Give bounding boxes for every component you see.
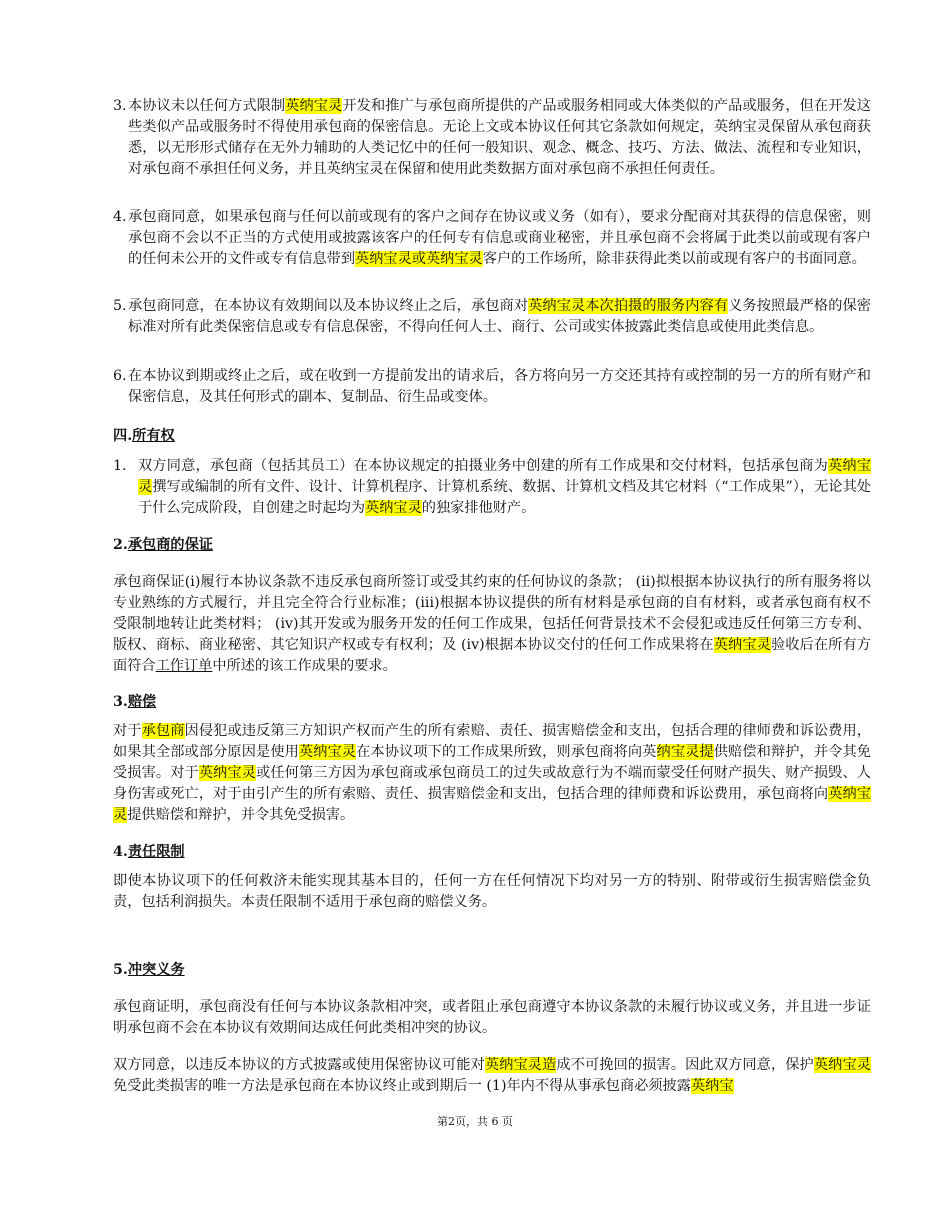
text-segment: 成不可挽回的损害。因此双方同意，保护 <box>556 1057 814 1073</box>
section-title: 赔偿 <box>127 694 157 710</box>
text-segment: 对于 <box>113 723 142 739</box>
section-number: 4. <box>113 844 128 860</box>
section-heading-conflict <box>113 960 871 981</box>
page-footer: 第2页，共 6 页 <box>437 1115 513 1128</box>
clause-item-6 <box>113 366 871 408</box>
highlighted-text: 英纳宝灵 <box>813 1057 871 1073</box>
text-segment: 中所述的该工作成果的要求。 <box>212 658 397 674</box>
text-segment: 在本协议项下的工作成果所致，则承包商将向英 <box>356 744 657 760</box>
text-segment: 验收后在所有方面符合 <box>113 637 871 674</box>
clause-item-5 <box>113 296 871 338</box>
highlighted-text: 英纳宝灵 <box>113 786 871 823</box>
clause-item-4 <box>113 207 871 270</box>
highlighted-text: 英纳宝灵或英纳宝灵 <box>355 251 483 267</box>
clause-text <box>113 366 871 408</box>
clause-text <box>113 456 871 519</box>
text-segment: 提供赔偿和辩护，并令其免受损害。 <box>127 807 355 823</box>
clause-number: 6. <box>113 368 127 384</box>
text-segment: 撰写或编制的所有文件、设计、计算机程序、计算机系统、数据、计算机文档及其它材料（“工作成果”），无论其处于什么完成阶段，自创建之时起均为 <box>138 479 871 516</box>
text-segment: 承包商同意，在本协议有效期间以及本协议终止之后，承包商对 <box>128 298 529 314</box>
liability-paragraph: 即使本协议项下的任何救济未能实现其基本目的，任何一方在任何情况下均对另一方的特别、附带或衍生损害赔偿金负责，包括利润损失。本责任限制不适用于承包商的赔偿义务。 <box>113 873 871 910</box>
section-heading-liability <box>113 842 871 863</box>
conflict-paragraph-1: 承包商证明，承包商没有任何与本协议条款相冲突，或者阻止承包商遵守本协议条款的未履行协议或义务，并且进一步证明承包商不会在本协议有效期间达成任何此类相冲突的协议。 <box>113 999 871 1036</box>
section-number: 3. <box>113 694 128 710</box>
highlighted-text: 英纳宝灵 <box>713 637 771 653</box>
clause-text <box>113 296 871 338</box>
text-segment: 在本协议到期或终止之后，或在收到一方提前发出的请求后，各方将向另一方交还其持有或控制的另一方的所有财产和保密信息，及其任何形式的副本、复制品、衍生品或变体。 <box>128 368 871 405</box>
text-segment: 或任何第三方因为承包商或承包商员工的过失或故意行为不端而蒙受任何财产损失、财产损毁、人身伤害或死亡，对于由引产生的所有索赔、责任、损害赔偿金和支出，包括合理的律师费和诉讼费用，承包商将向 <box>113 765 871 802</box>
highlighted-text: 承包商 <box>141 723 185 739</box>
text-segment: 因侵犯或违反第三方知识产权而产生的所有索赔、责任、损害赔偿金和支出，包括合理的律师费和诉讼费用，如果其全部或部分原因是使用 <box>113 723 871 760</box>
section-title: 责任限制 <box>127 844 185 860</box>
warranty-paragraph <box>113 572 871 677</box>
conflict-paragraph-2 <box>113 1055 871 1097</box>
section-heading-ownership <box>113 426 871 447</box>
section-title: 所有权 <box>132 428 175 444</box>
highlighted-text: 英纳宝 <box>690 1078 734 1094</box>
section-number: 2. <box>113 537 128 553</box>
text-segment: 义务按照最严格的保密标准对所有此类保密信息或专有信息保密，不得向任何人士、商行、公司或实体披露此类信息或使用此类信息。 <box>128 298 871 335</box>
text-segment: 本协议未以任何方式限制 <box>128 98 286 114</box>
section-number: 四. <box>113 428 133 444</box>
text-segment: 免受此类损害的唯一方法是承包商在本协议终止或到期后一 (1)年内不得从事承包商必须披露 <box>113 1078 691 1094</box>
clause-text <box>113 96 871 180</box>
section-title: 承包商的保证 <box>127 537 213 553</box>
highlighted-text: 英纳宝灵 <box>298 744 357 760</box>
text-segment: 供赔偿和辩护，并令其免受损害。对于 <box>113 744 871 781</box>
underlined-text: 工作订单 <box>155 658 213 674</box>
clause-number: 1. <box>113 458 127 474</box>
highlighted-text: 英纳宝灵 <box>198 765 257 781</box>
clause-number: 4. <box>113 209 127 225</box>
highlighted-text: 英纳宝灵造 <box>484 1057 557 1073</box>
text-segment: 承包商同意，如果承包商与任何以前或现有的客户之间存在协议或义务（如有），要求分配商对其获得的信息保密，则承包商不会以不正当的方式使用或披露该客户的任何专有信息或商业秘密，并且承包商不会将属于此类以前或现有客户的任何未公开的文件或专有信息带到 <box>128 209 871 267</box>
ownership-item-1 <box>113 456 871 519</box>
section-title: 冲突义务 <box>127 962 185 978</box>
section-heading-warranty <box>113 535 871 556</box>
clause-number: 5. <box>113 298 127 314</box>
highlighted-text: 英纳宝灵 <box>285 98 343 114</box>
text-segment: 双方同意，以违反本协议的方式披露或使用保密协议可能对 <box>113 1057 485 1073</box>
section-heading-indemnity <box>113 692 871 713</box>
highlighted-text: 英纳宝灵 <box>138 458 871 495</box>
text-segment: 客户的工作场所，除非获得此类以前或现有客户的书面同意。 <box>482 251 866 267</box>
text-segment: 双方同意，承包商（包括其员工）在本协议规定的拍摄业务中创建的所有工作成果和交付材料，包括承包商为 <box>138 458 829 474</box>
clause-text <box>113 207 871 270</box>
text-segment: 的独家排他财产。 <box>421 500 536 516</box>
indemnity-paragraph <box>113 721 871 826</box>
highlighted-text: 英纳宝灵 <box>365 500 422 516</box>
clause-number: 3. <box>113 98 127 114</box>
clause-item-3 <box>113 96 871 180</box>
text-segment: 开发和推广与承包商所提供的产品或服务相同或大体类似的产品或服务，但在开发这些类似产品或服务时不得使用承包商的保密信息。无论上文或本协议任何其它条款如何规定，英纳宝灵保留从承包商获悉，以无形形式储存在无外力辅助的人类记忆中的任何一般知识、观念、概念、技巧、方法、做法、流程和专业知识，对承包商不承担任何义务，并且英纳宝灵在保留和使用此类数据方面对承包商不承担任何责任。 <box>128 98 871 177</box>
highlighted-text: 英纳宝灵本次拍摄的服务内容有 <box>528 298 729 314</box>
section-number: 5. <box>113 962 128 978</box>
highlighted-text: 纳宝灵提 <box>656 744 714 760</box>
text-segment: 承包商保证(i)履行本协议条款不违反承包商所签订或受其约束的任何协议的条款； (ii)拟根据本协议执行的所有服务将以专业熟练的方式履行，并且完全符合行业标准；(iii)根据本协议提供的所有材料是承包商的自有材料，或者承包商有权不受限制地转让此类材料； (iv)其开发或为服务开发的任何工作成果，包括任何背景技术不会侵犯或违反任何第三方专利、版权、商标、商业秘密、其它知识产权或专有权利；及 (iv)根据本协议交付的任何工作成果将在 <box>113 574 871 653</box>
